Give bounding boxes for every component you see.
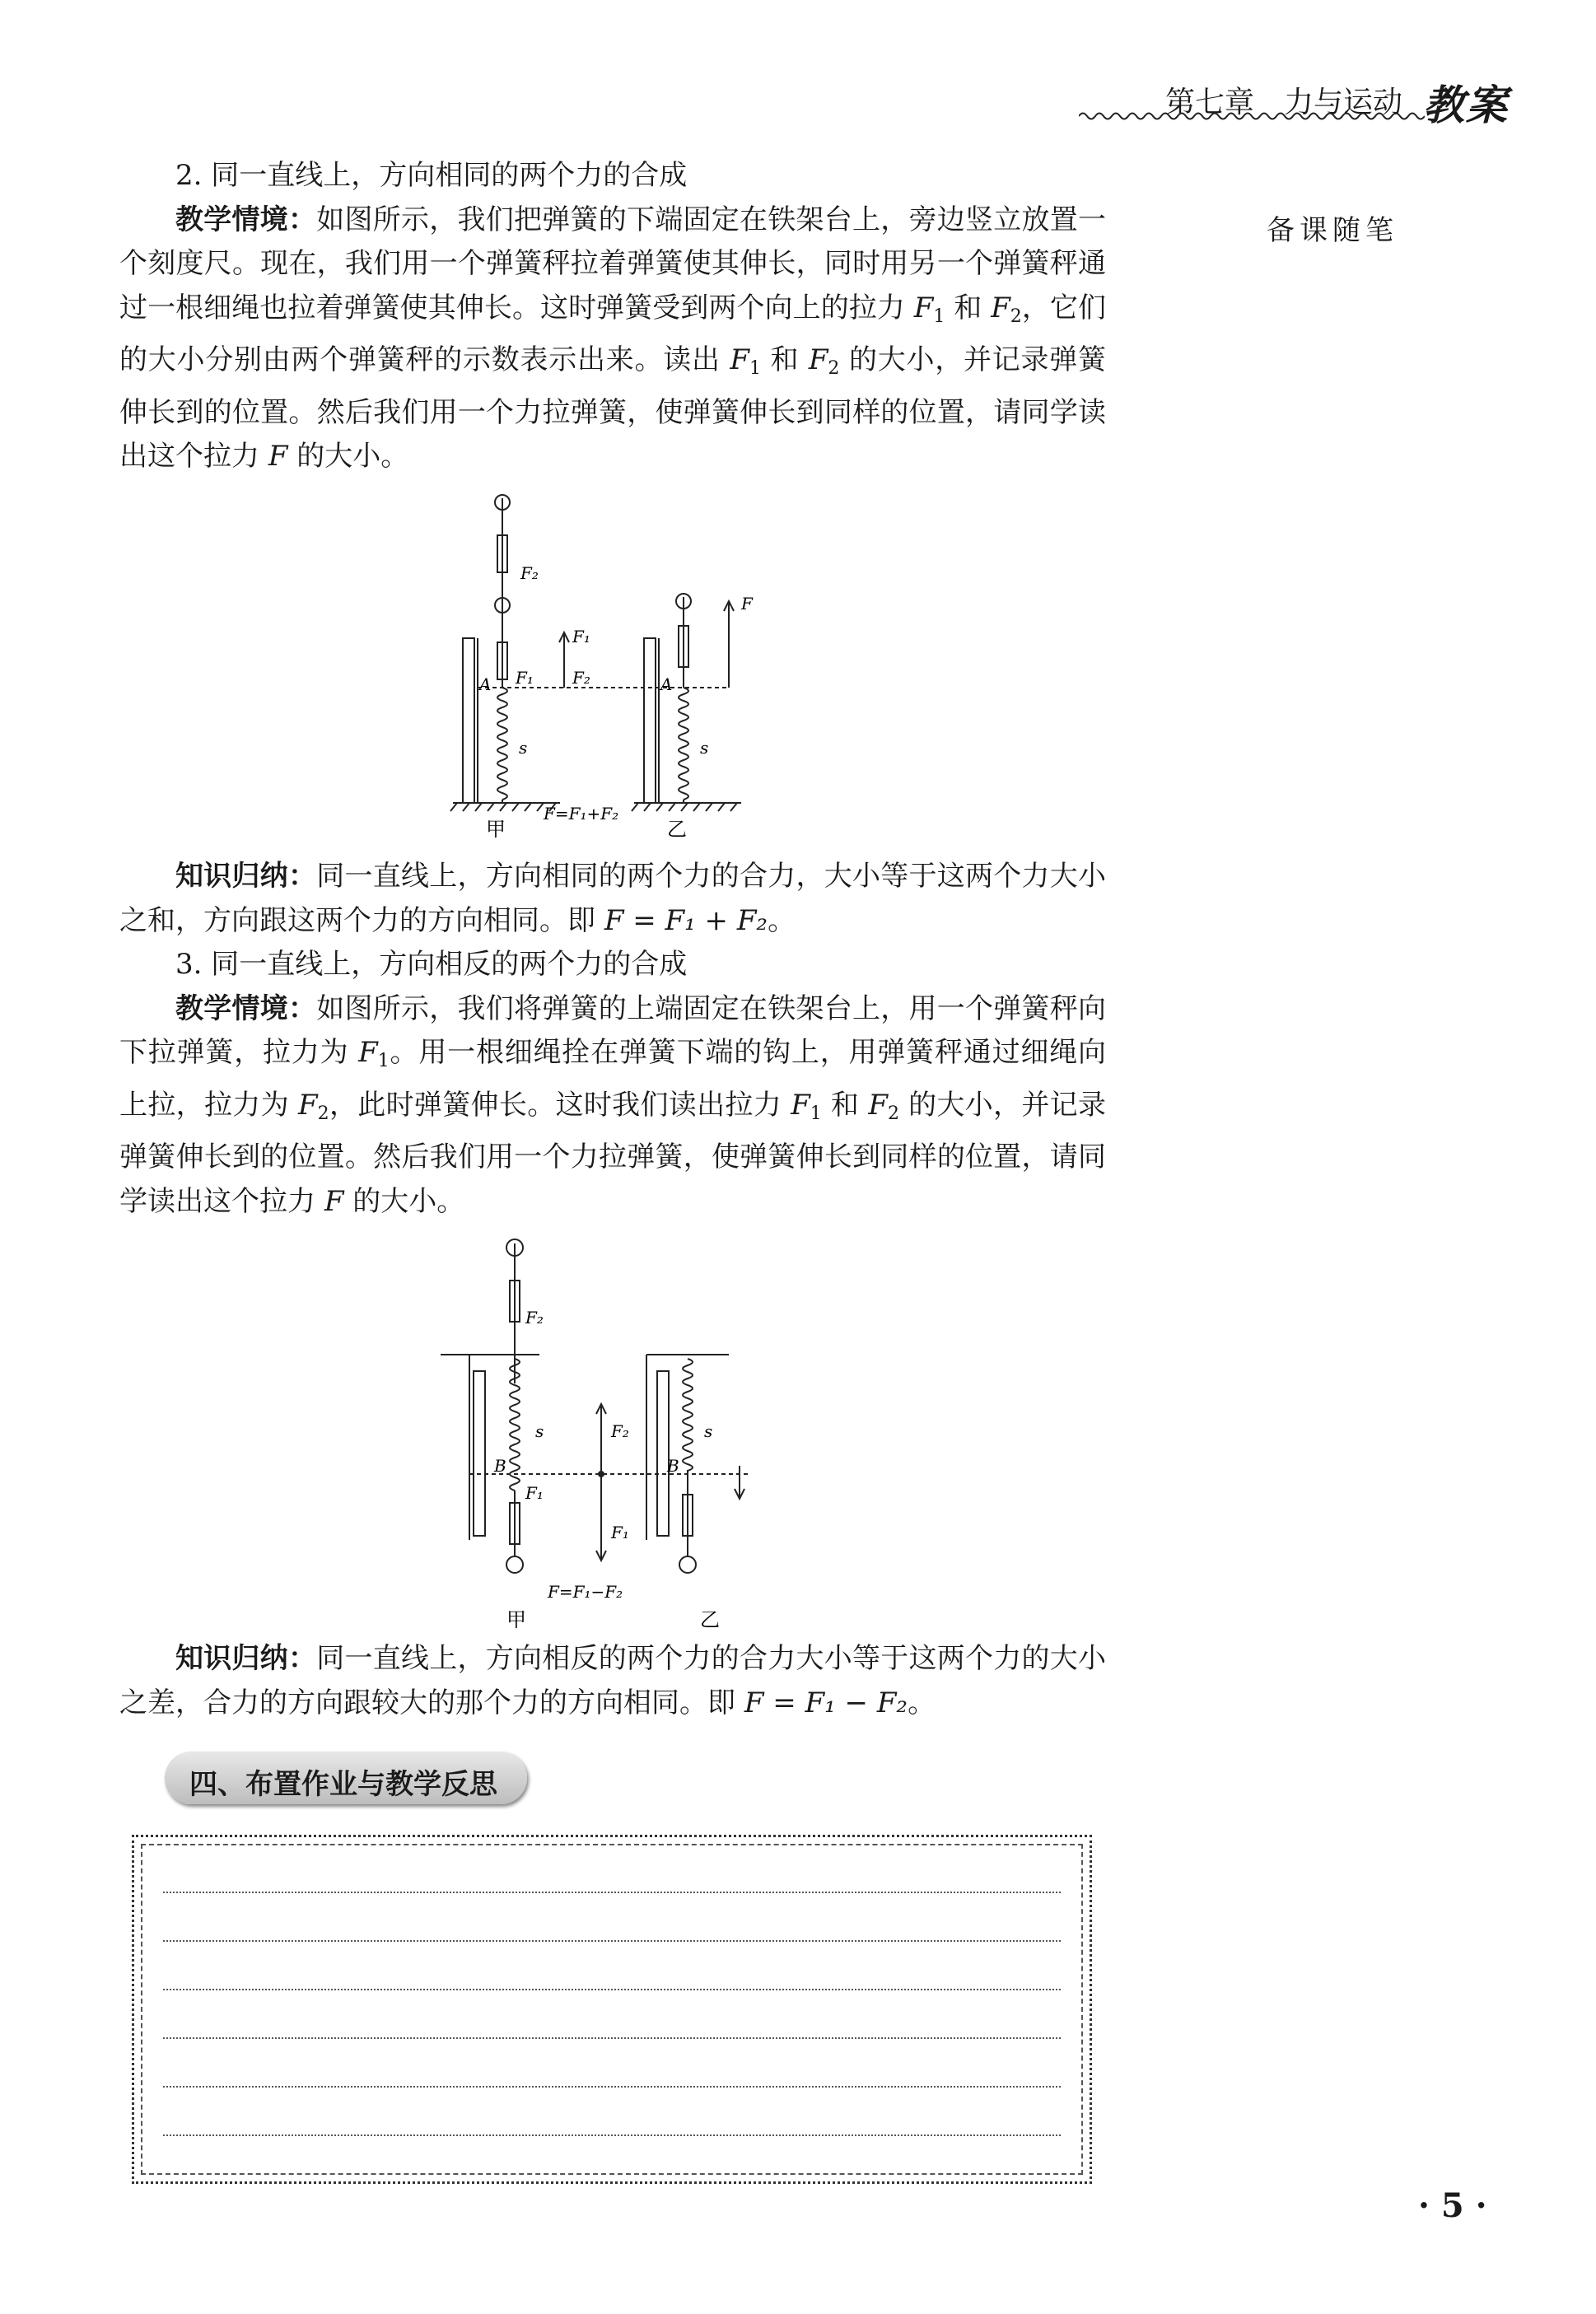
label-f2-mid: F₂ [611,1421,629,1441]
page-number: · 5 · [1418,2186,1487,2225]
label-b-left: B [494,1456,506,1476]
homework-notes-box[interactable] [132,1835,1092,2184]
label-f2-a: F₂ [520,563,539,583]
label-b-right: B [667,1456,679,1476]
label-yi: 乙 [667,818,687,841]
label-jia: 甲 [486,818,506,841]
note-line[interactable] [163,1989,1061,1990]
section3-summary-block [119,1637,1106,1725]
label-f1-left: F₁ [525,1483,544,1503]
spring-right-2 [683,1359,693,1471]
section3-heading: 3. 同一直线上，方向相反的两个力的合成 [175,948,688,981]
formula-sum: F=F₁+F₂ [544,804,619,823]
wave-underline [1079,110,1425,122]
ruler-left [463,638,474,803]
formula-2: F = F₁ + F₂ [604,903,768,937]
label-yi-2: 乙 [700,1608,720,1631]
note-line[interactable] [163,2134,1061,2136]
label-f2-b: F₂ [572,668,590,688]
section2-block [119,154,1106,479]
label-f1-b: F₁ [516,668,534,688]
label-f: F [741,594,753,613]
label-a-right: A [660,674,673,694]
section2-summary-block [119,855,1106,1224]
formula-3: F = F₁ − F₂ [744,1686,908,1719]
label-s-left: s [519,738,528,758]
spring-right [679,688,688,800]
label-s-right: s [700,738,709,758]
formula-diff: F=F₁−F₂ [548,1582,623,1602]
section3-scene: 教学情境：如图所示，我们将弹簧的上端固定在铁架台上，用一个弹簧秤向下拉弹簧，拉力为 $F_1$。用一根细绳拴在弹簧下端的钩上，用弹簧秤通过细绳向上拉，拉力为 $F_2$，此时弹簧伸长。这时我们读出拉力 $F_1$ 和 $F_2$ 的大小，并记录弹簧伸长到的位置。然后我们用一个力拉弹簧，使弹簧伸长到同样的位置，请同学读出这个拉力 F 的大小。 [119,991,1107,1218]
section4-title: 四、布置作业与教学反思 [189,1768,497,1801]
scene-label: 教学情境： [175,203,317,236]
section2-scene: 教学情境：如图所示，我们把弹簧的下端固定在铁架台上，旁边竖立放置一个刻度尺。现在，我们用一个弹簧秤拉着弹簧使其伸长，同时用另一个弹簧秤通过一根细绳也拉着弹簧使其伸长。这时弹簧受到两个向上的拉力 $F_1$ 和 $F_2$，它们的大小分别由两个弹簧秤的示数表示出来。读出 $F_1$ 和 $F_2$ 的大小，并记录弹簧伸长到的位置。然后我们用一个力拉弹簧，使弹簧伸长到同样的位置，请同学读出这个拉力 F 的大小。 [119,203,1107,473]
note-line[interactable] [163,2086,1061,2088]
label-s-left-2: s [535,1421,544,1441]
brand-title: 教案 [1423,82,1509,129]
note-line[interactable] [163,1940,1061,1942]
label-jia-2: 甲 [506,1608,526,1631]
note-line[interactable] [163,1892,1061,1893]
label-s-right-2: s [704,1421,713,1441]
ruler-right [644,638,656,803]
margin-note: 备课随笔 [1267,214,1398,247]
spring-left [497,688,507,800]
running-header [1079,72,1540,129]
section2-summary: 知识归纳：同一直线上，方向相同的两个力的合力，大小等于这两个力大小之和，方向跟这两个力的方向相同。即 F = F₁ + F₂。 [119,860,1106,937]
section4-tag [165,1752,527,1804]
spring-left-2 [510,1359,520,1491]
section2-heading: 2. 同一直线上，方向相同的两个力的合成 [175,159,688,192]
label-f1-a: F₁ [572,627,590,646]
figure-same-direction [445,482,807,848]
chapter-title: 第七章 力与运动 [1165,86,1403,119]
figure-opposite-direction [436,1227,815,1635]
label-f1-mid: F₁ [611,1523,629,1542]
section3-summary: 知识归纳：同一直线上，方向相反的两个力的合力大小等于这两个力的大小之差，合力的方向跟较大的那个力的方向相同。即 F = F₁ − F₂。 [119,1642,1106,1719]
label-a-left: A [479,674,492,694]
label-f2-top: F₂ [525,1308,544,1327]
note-line[interactable] [163,2037,1061,2039]
